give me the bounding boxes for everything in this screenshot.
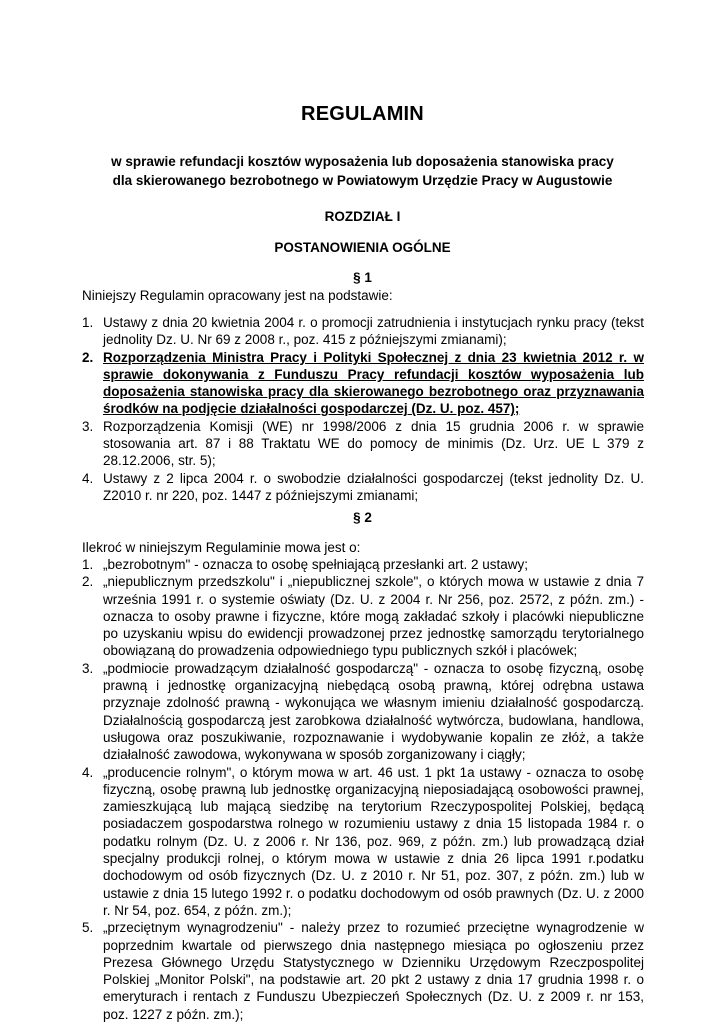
list-item: [82, 470, 644, 505]
item-text: „podmiocie prowadzącym działalność gospodarczą" - oznacza to osobę fizyczną, osobę prawną i jednostkę organizacyjną niebędącą osobą prawną, której odrębna ustawa przyznaje zdolność prawną - wykonująca we własnym imieniu działalność gospodarczą. Działalnością gospodarczą jest zarobkowa działalność wytwórcza, budowlana, handlowa, usługowa oraz poszukiwanie, rozpoznawanie i wydobywanie kopalin ze złóż, a także działalność zawodowa, wykonywana w sposób zorganizowany i ciągły;: [103, 660, 644, 763]
section-1-intro: Niniejszy Regulamin opracowany jest na podstawie:: [82, 288, 393, 303]
item-number: 3.: [82, 660, 94, 676]
section-1-list: [82, 314, 644, 504]
item-text: Rozporządzenia Komisji (WE) nr 1998/2006 z dnia 15 grudnia 2006 r. w sprawie stosowania art. 87 i 88 Traktatu WE do pomocy de minimis (Dz. Urz. UE L 379 z 28.12.2006, str. 5);: [103, 418, 644, 469]
item-number: 5.: [82, 920, 94, 936]
item-number: 4.: [82, 470, 94, 486]
document-title: REGULAMIN: [301, 103, 424, 125]
item-text: Rozporządzenia Ministra Pracy i Polityki Społecznej z dnia 23 kwietnia 2012 r. w sprawie dokonywania z Funduszu Pracy refundacji kosztów wyposażenia lub doposażenia stanowiska pracy dla skierowanego bezrobotnego oraz przyznawania środków na podjęcie działalności gospodarczej (Dz. U. poz. 457);: [103, 349, 644, 417]
item-text: „niepublicznym przedszkolu" i „niepublicznej szkole", o których mowa w ustawie z dnia 7 września 1991 r. o systemie oświaty (Dz. U. z 2004 r. Nr 256, poz. 2572, z późn. zm.) - oznacza to osoby prawne i fizyczne, które mogą zakładać szkoły i placówki niepubliczne po uzyskaniu wpisu do ewidencji prowadzonej przez jednostkę samorządu terytorialnego obowiązaną do prowadzenia odpowiedniego typu publicznych szkół i placówek;: [103, 574, 644, 659]
subtitle-line-1: w sprawie refundacji kosztów wyposażenia lub doposażenia stanowiska pracy: [111, 154, 614, 169]
item-text: Ustawy z dnia 20 kwietnia 2004 r. o promocji zatrudnienia i instytucjach rynku pracy (tekst jednolity Dz. U. Nr 69 z 2008 r., poz. 415 z późniejszymi zmianami);: [103, 315, 644, 348]
item-number: 1.: [82, 557, 94, 572]
subtitle-line-2: dla skierowanego bezrobotnego w Powiatowym Urzędzie Pracy w Augustowie: [112, 173, 613, 188]
item-text: „bezrobotnym" - oznacza to osobę spełniającą przesłanki art. 2 ustawy;: [103, 557, 529, 572]
list-item: [82, 573, 644, 659]
list-item: [82, 418, 644, 470]
chapter-title: POSTANOWIENIA OGÓLNE: [274, 240, 451, 255]
document-subtitle: [60, 152, 665, 190]
item-number: 4.: [82, 764, 94, 780]
item-number: 1.: [82, 315, 94, 330]
list-item: [82, 764, 644, 920]
list-item-highlighted: [82, 349, 644, 418]
section-2-intro: Ilekroć w niniejszym Regulaminie mowa jest o:: [82, 540, 361, 555]
chapter-heading: ROZDZIAŁ I: [324, 209, 401, 224]
item-number: 2.: [82, 574, 94, 590]
list-item: [82, 919, 644, 1023]
item-text: „producencie rolnym", o którym mowa w art. 46 ust. 1 pkt 1a ustawy - oznacza to osobę fizyczną, osobę prawną lub jednostkę organizacyjną nieposiadającą osobowości prawnej, zamieszkującą lub mającą siedzibę na terytorium Rzeczypospolitej Polskiej, będącą posiadaczem gospodarstwa rolnego w rozumieniu ustawy z dnia 15 listopada 1984 r. o podatku rolnym (Dz. U. z 2006 r. Nr 136, poz. 969, z późn. zm.) lub prowadzącą dział specjalny produkcji rolnej, o którym mowa w ustawie z dnia 26 lipca 1991 r.podatku dochodowym od osób fizycznych (Dz. U. z 2010 r. Nr 51, poz. 307, z późn. zm.) lub w ustawie z dnia 15 lutego 1992 r. o podatku dochodowym od osób prawnych (Dz. U. z 2000 r. Nr 54, poz. 654, z późn. zm.);: [103, 764, 644, 918]
section-2-heading: § 2: [353, 510, 372, 525]
item-text: Ustawy z 2 lipca 2004 r. o swobodzie działalności gospodarczej (tekst jednolity Dz. U. Z2010 r. nr 220, poz. 1447 z późniejszymi zmianami;: [103, 470, 644, 503]
list-item: [82, 660, 644, 764]
section-2-list: [82, 556, 644, 1023]
item-number: 2.: [82, 349, 94, 365]
list-item: [82, 314, 644, 349]
list-item: [82, 556, 644, 573]
item-text: „przeciętnym wynagrodzeniu" - należy przez to rozumieć przeciętne wynagrodzenie w poprzednim kwartale od pierwszego dnia następnego miesiąca po ogłoszeniu przez Prezesa Głównego Urzędu Statystycznego w Dzienniku Urzędowym Rzeczpospolitej Polskiej „Monitor Polski", na podstawie art. 20 pkt 2 ustawy z dnia 17 grudnia 1998 r. o emeryturach i rentach z Funduszu Ubezpieczeń Społecznych (Dz. U. z 2009 r. nr 153, poz. 1227 z późn. zm.);: [103, 920, 644, 1022]
section-1-heading: § 1: [353, 270, 372, 285]
item-number: 3.: [82, 418, 94, 434]
